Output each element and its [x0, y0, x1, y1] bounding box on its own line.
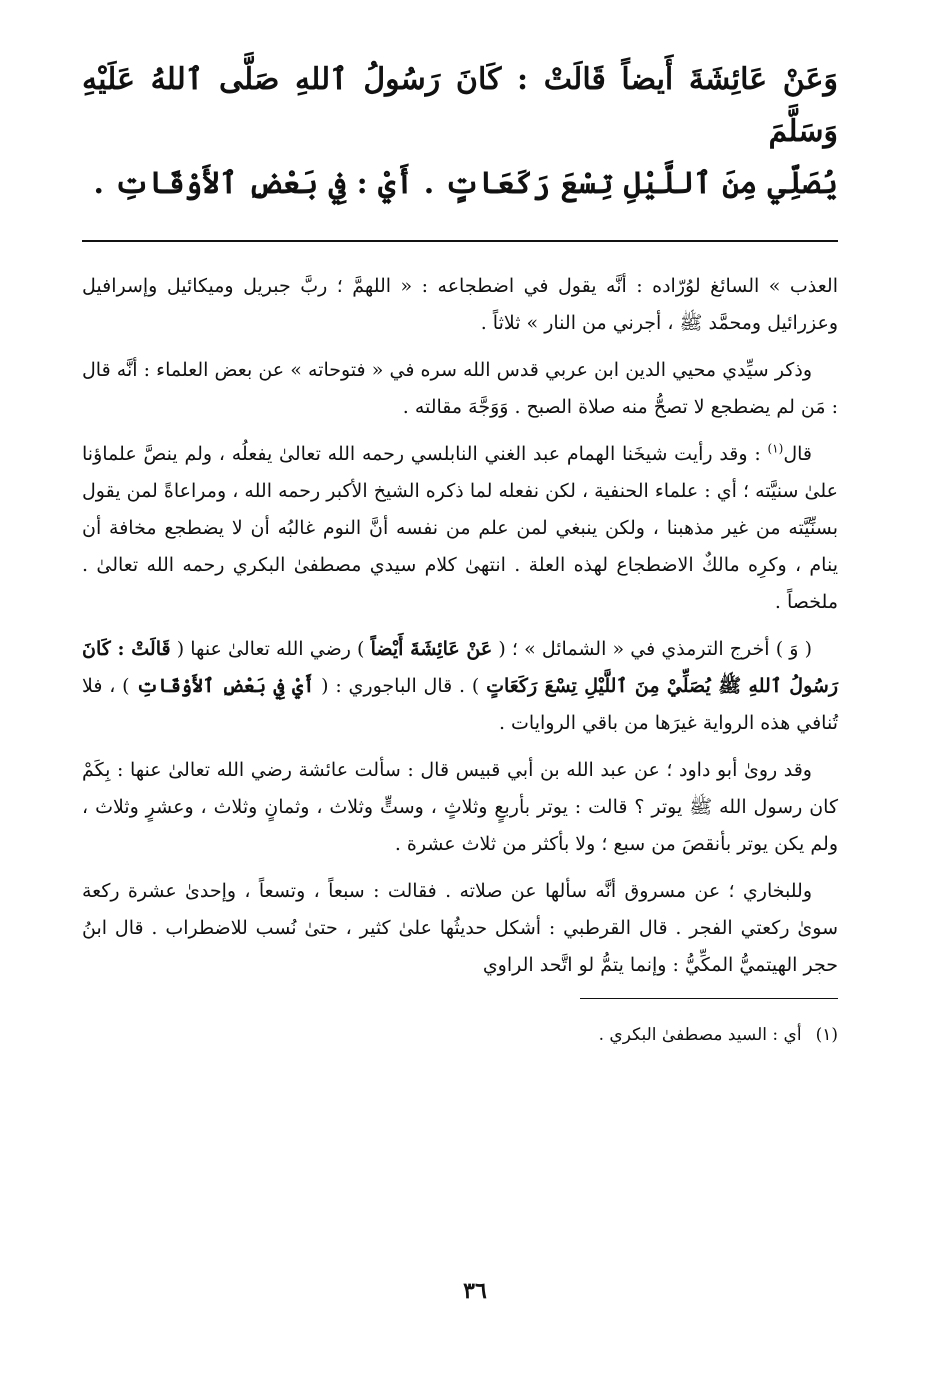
footnote-reference: (١) — [767, 441, 784, 456]
paragraph-3-lead: قال — [783, 443, 812, 465]
paragraph-5: وقد روىٰ أبو داود ؛ عن عبد الله بن أبي قبيس قال : سألت عائشة رضي الله تعالىٰ عنها : بِكَمْ كان رسول الله ﷺ يوتر ؟ قالت : يوتر بأربعٍ وثلاثٍ ، وستٍّ وثلاث ، وثمانٍ وثلاث ، وعشرٍ وثلاث ، ولم يكن يوتر بأنقصَ من سبع ؛ ولا بأكثر من ثلاث عشرة . — [82, 759, 838, 855]
paragraph-2: وذكر سيِّدي محيي الدين ابن عربي قدس الله سره في « فتوحاته » عن بعض العلماء : أنَّه قال : مَن لم يضطجع لا تصحُّ منه صلاة الصبح . وَوَجَّهَ مقالته . — [82, 359, 838, 418]
paragraph-4-quote-2: قَالَتْ : كَانَ رَسُولُ ٱللهِ ﷺ يُصَلِّيْ مِنَ ٱللَّيْلِ تِسْعَ رَكَعَاتٍ — [82, 638, 838, 697]
footnote-number: (١) — [815, 1025, 838, 1045]
matn-line-2: يُصَلِّي مِنَ ٱللَّيْلِ تِسْعَ رَكَعَاتٍ . أَيْ : فِي بَعْضِ ٱلأَوْقَاتِ . — [93, 166, 838, 201]
paragraph-4-part-e: ) . قال الباجوري : ( — [314, 675, 487, 697]
paragraph-6: وللبخاري ؛ عن مسروق أنَّه سألها عن صلاته . فقالت : سبعاً ، وتسعاً ، وإحدىٰ عشرة ركعة سوىٰ ركعتي الفجر . قال القرطبي : أشكل حديثُها علىٰ كثير ، حتىٰ نُسب للاضطراب . قال ابنُ حجر الهيتميُّ المكِّيُّ : وإنما يتمُّ لو اتَّحد الراوي — [82, 880, 838, 976]
paragraph-4-part-g: ) ، فلا تُنافي هذه الرواية غيرَها من باقي الروايات . — [82, 675, 838, 734]
paragraph-4-part-a: ( وَ ) أخرج الترمذي في « الشمائل » ؛ ( — [492, 638, 812, 660]
matn-line-1: وَعَنْ عَائِشَةَ أَيضاً قَالَتْ : كَانَ رَسُولُ ٱللهِ صَلَّى ٱللهُ عَلَيْهِ وَسَلَّمَ — [82, 62, 838, 149]
footnote — [82, 1021, 838, 1049]
matn-block — [82, 54, 838, 210]
matn-separator-rule — [82, 240, 838, 242]
paragraph-4-quote-1: عَنْ عَائِشَةَ أَيْضاً — [370, 638, 493, 660]
paragraph-1: العذب » السائغ لوُرّاده : أنَّه يقول في اضطجاعه : « اللهمَّ ؛ ربَّ جبريل وميكائيل وإسرافيل وعزرائيل ومحمَّد ﷺ ، أجرني من النار » ثلاثاً . — [82, 275, 838, 334]
footnote-text: أي : السيد مصطفىٰ البكري . — [598, 1025, 802, 1045]
paragraph-4 — [82, 631, 838, 742]
commentary-body — [82, 268, 838, 984]
paragraph-4-part-c: ) رضي الله تعالىٰ عنها ( — [170, 638, 371, 660]
footnote-separator-rule — [580, 998, 838, 999]
paragraph-4-quote-3: أَيْ فِي بَعْضِ ٱلأَوْقَاتِ — [136, 675, 315, 697]
paragraph-3-text: : وقد رأيت شيخَنا الهمام عبد الغني النابلسي رحمه الله تعالىٰ يفعلُه ، ولم ينصَّ علماؤنا علىٰ سنيَّته ؛ أي : علماء الحنفية ، لكن نفعله لما ذكره الشيخ الأكبر رحمه الله ، ومراعاةً لمن يقول بسنِّيَّته من غير مذهبنا ، ولكن ينبغي لمن علم من نفسه أنَّ النوم غالبُه أن لا يضطجع مخافة أن ينام ، وكرِه مالكٌ الاضطجاع لهذه العلة . انتهىٰ كلام سيدي مصطفىٰ البكري رحمه الله تعالىٰ . ملخصاً . — [82, 443, 838, 613]
book-page — [82, 54, 838, 1049]
page-number: ٣٦ — [463, 1278, 487, 1304]
paragraph-3 — [82, 436, 838, 621]
